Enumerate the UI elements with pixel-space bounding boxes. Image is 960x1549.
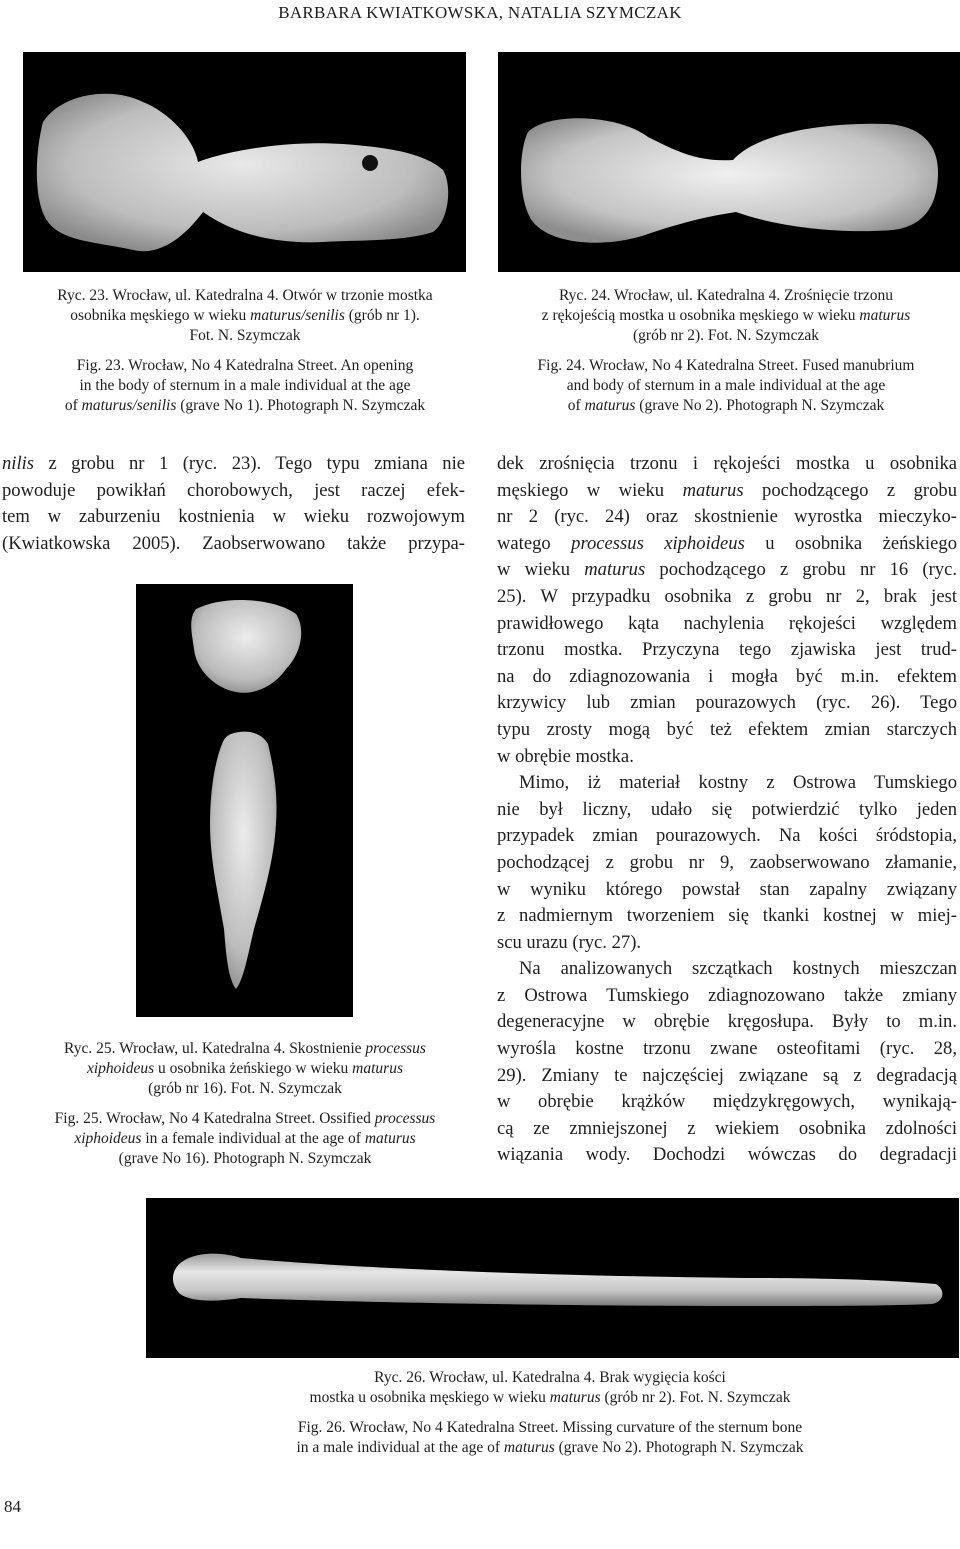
caption-line: Fot. N. Szymczak bbox=[189, 327, 301, 344]
caption-line: Ryc. 24. Wrocław, ul. Katedralna 4. Zrośnięcie trzonu bbox=[558, 287, 894, 304]
text-line: w wyniku którego powstał stan zapalny związany bbox=[497, 878, 957, 900]
caption-line: Ryc. 25. Wrocław, ul. Katedralna 4. Skostnienie processus bbox=[64, 1040, 426, 1057]
figure-24-caption bbox=[492, 286, 960, 416]
text-line: w wieku maturus pochodzącego z grobu nr 16 (ryc. bbox=[497, 559, 957, 581]
caption-line: xiphoideus u osobnika żeńskiego w wieku maturus bbox=[86, 1060, 403, 1077]
text-line: prawidłowego kąta nachylenia rękojeści względem bbox=[497, 612, 957, 634]
sternum-bone-image bbox=[146, 1198, 959, 1358]
caption-line: Fig. 24. Wrocław, No 4 Katedralna Street. Fused manubrium bbox=[537, 357, 915, 374]
text-line: degeneracyjne w obrębie kręgosłupa. Były to m.in. bbox=[497, 1011, 957, 1033]
caption-line: of maturus (grave No 2). Photograph N. Szymczak bbox=[567, 397, 885, 414]
text-line: Mimo, iż materiał kostny z Ostrowa Tumskiego bbox=[519, 772, 957, 794]
text-line: w obrębie mostka. bbox=[497, 745, 634, 767]
text-line: na do zdiagnozowania i mogła być m.in. efektem bbox=[497, 665, 957, 687]
text-line: wiązania wody. Dochodzi wówczas do degradacji bbox=[497, 1144, 957, 1166]
text-line: męskiego w wieku maturus pochodzącego z grobu bbox=[497, 479, 957, 501]
figure-25-photo bbox=[136, 584, 353, 1017]
caption-line: (grób nr 2). Fot. N. Szymczak bbox=[633, 327, 819, 344]
text-line: wyrośla kostne trzonu zwane osteofitami (ryc. 28, bbox=[497, 1038, 957, 1060]
figure-25-caption bbox=[0, 1039, 490, 1169]
text-line: 25). W przypadku osobnika z grobu nr 2, brak jest bbox=[497, 585, 957, 607]
text-line: 29). Zmiany te najczęściej związane są z degradacją bbox=[497, 1064, 957, 1086]
caption-line: (grave No 16). Photograph N. Szymczak bbox=[118, 1150, 372, 1167]
text-line: pochodzącej z grobu nr 9, zaobserwowano złamanie, bbox=[497, 851, 957, 873]
text-line: z Ostrowa Tumskiego zdiagnozowano także zmiany bbox=[497, 984, 957, 1006]
figure-23-photo bbox=[23, 52, 466, 272]
text-line: cą ze zmniejszonej z wiekiem osobnika zdolności bbox=[497, 1117, 957, 1139]
caption-line: osobnika męskiego w wieku maturus/senilis (grób nr 1). bbox=[70, 307, 420, 324]
fused-sternum-image bbox=[498, 52, 960, 272]
figure-26-caption bbox=[140, 1368, 960, 1458]
text-line: scu urazu (ryc. 27). bbox=[497, 931, 642, 953]
running-head: BARBARA KWIATKOWSKA, NATALIA SZYMCZAK bbox=[278, 3, 682, 22]
caption-line: of maturus/senilis (grave No 1). Photograph N. Szymczak bbox=[64, 397, 426, 414]
caption-line: in a male individual at the age of maturus (grave No 2). Photograph N. Szymczak bbox=[296, 1439, 804, 1456]
text-line: nr 2 (ryc. 24) oraz skostnienie wyrostka mieczyko- bbox=[497, 506, 957, 528]
caption-line: Fig. 26. Wrocław, No 4 Katedralna Street. Missing curvature of the sternum bone bbox=[297, 1419, 803, 1436]
xiphoid-process-image bbox=[136, 584, 353, 1017]
caption-line: Ryc. 23. Wrocław, ul. Katedralna 4. Otwór w trzonie mostka bbox=[57, 287, 433, 304]
sternum-opening-image bbox=[23, 52, 466, 272]
caption-line: in the body of sternum in a male individual at the age bbox=[79, 377, 411, 394]
text-line: nie był liczny, udało się potwierdzić tylko jeden bbox=[497, 798, 957, 820]
figure-23-caption bbox=[0, 286, 490, 416]
caption-line: Fig. 25. Wrocław, No 4 Katedralna Street. Ossified processus bbox=[54, 1110, 436, 1127]
text-line: w obrębie krążków międzykręgowych, wynikają- bbox=[497, 1091, 957, 1113]
caption-line: mostka u osobnika męskiego w wieku maturus (grób nr 2). Fot. N. Szymczak bbox=[309, 1389, 791, 1406]
text-line: dek zrośnięcia trzonu i rękojeści mostka u osobnika bbox=[497, 453, 957, 474]
caption-line: Ryc. 26. Wrocław, ul. Katedralna 4. Brak wygięcia kości bbox=[374, 1369, 726, 1386]
caption-line: (grób nr 16). Fot. N. Szymczak bbox=[148, 1080, 342, 1097]
text-line: watego processus xiphoideus u osobnika żeńskiego bbox=[497, 532, 957, 554]
text-line: przypadek zmian pourazowych. Na kości śródstopia, bbox=[497, 825, 957, 847]
text-line: z nadmiernym tworzeniem się tkanki kostnej w miej- bbox=[497, 905, 957, 927]
right-column-text bbox=[497, 451, 957, 1169]
text-line: tem w zaburzeniu kostnienia w wieku rozwojowym bbox=[2, 506, 465, 528]
text-line: powoduje powikłań chorobowych, jest raczej efek- bbox=[2, 479, 465, 501]
caption-line: z rękojeścią mostka u osobnika męskiego w wieku maturus bbox=[541, 307, 911, 324]
figure-26-photo bbox=[146, 1198, 959, 1358]
figure-24-photo bbox=[498, 52, 960, 272]
caption-line: xiphoideus in a female individual at the age of maturus bbox=[74, 1130, 416, 1147]
text-line: Na analizowanych szczątkach kostnych mieszczan bbox=[519, 958, 957, 980]
caption-line: and body of sternum in a male individual at the age bbox=[566, 377, 886, 394]
text-line: (Kwiatkowska 2005). Zaobserwowano także przypa- bbox=[2, 532, 465, 554]
left-column-text bbox=[2, 451, 465, 557]
text-line: trzonu mostka. Przyczyna tego zjawiska jest trud- bbox=[497, 639, 957, 661]
text-line: krzywicy lub zmian pourazowych (ryc. 26). Tego bbox=[497, 692, 957, 714]
page-number: 84 bbox=[4, 1497, 21, 1516]
text-line: typu zrosty mogą być też efektem zmian starczych bbox=[497, 718, 957, 740]
text-line: nilis z grobu nr 1 (ryc. 23). Tego typu zmiana nie bbox=[2, 453, 465, 474]
caption-line: Fig. 23. Wrocław, No 4 Katedralna Street. An opening bbox=[76, 357, 414, 374]
